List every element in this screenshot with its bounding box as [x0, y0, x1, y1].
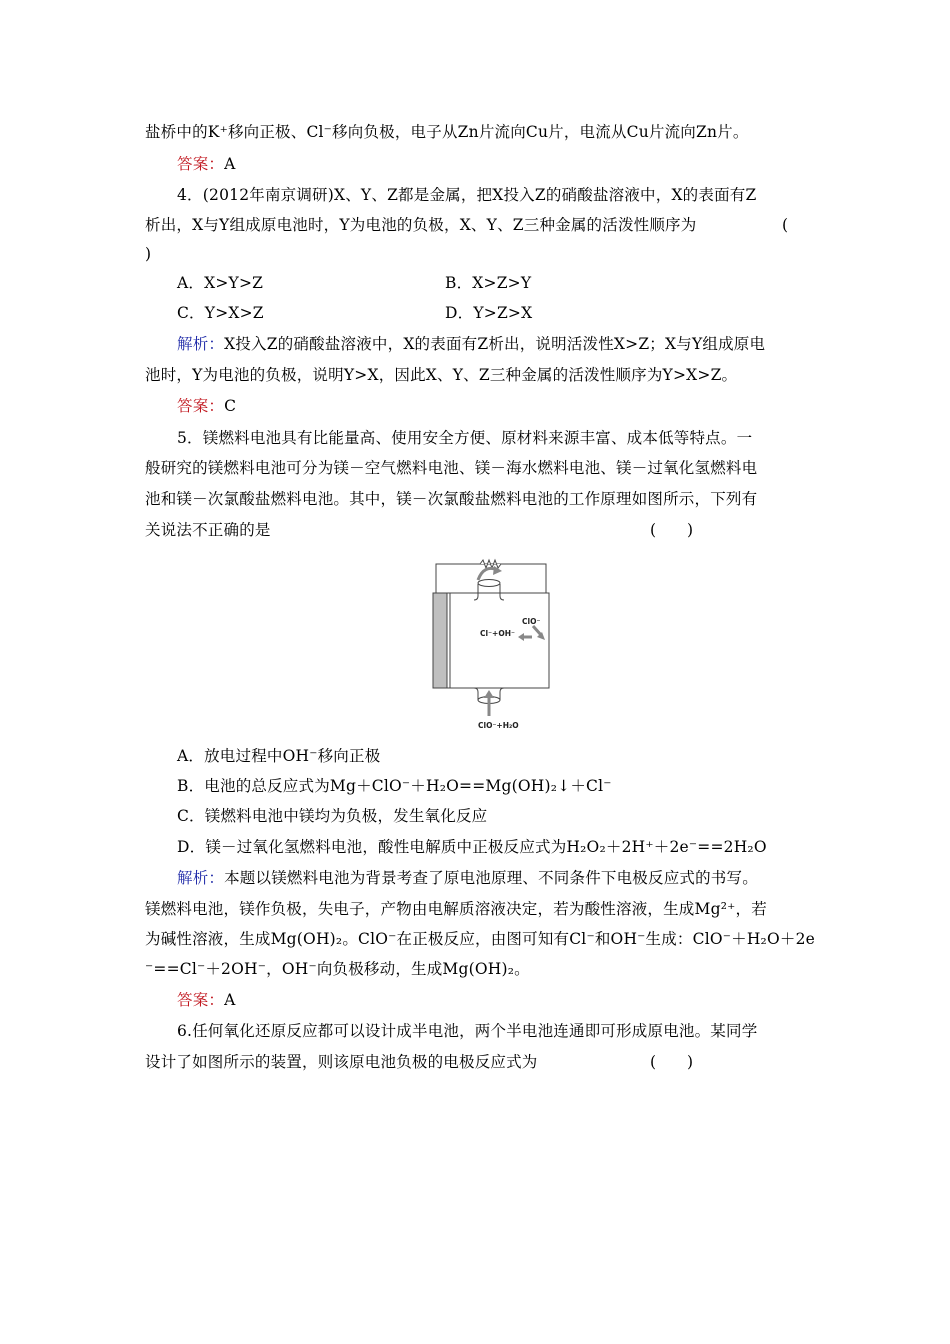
explanation-5-line-1 [177, 867, 758, 889]
explanation-text: 本题以镁燃料电池为背景考查了原电池原理、不同条件下电极反应式的书写。 [224, 869, 758, 887]
inlet-arrowhead-icon [484, 690, 494, 698]
explanation-5-line-3: 为碱性溶液，生成Mg(OH)₂。ClO⁻在正极反应，由图可知有Cl⁻和OH⁻生成：ClO⁻＋H₂O＋2e [145, 930, 816, 948]
text-line-1: 盐桥中的K⁺移向正极、Cl⁻移向负极，电子从Zn片流向Cu片，电流从Cu片流向Zn片。 [145, 123, 749, 141]
outlet-opening [478, 580, 500, 587]
question-6-paren: ( ) [650, 1053, 694, 1071]
answer-value: C [224, 397, 237, 415]
q4-option-a: A．X>Y>Z [177, 274, 264, 292]
answer-label: 答案： [177, 991, 225, 1009]
label-cl-oh: Cl⁻+OH⁻ [480, 629, 515, 638]
fuel-cell-diagram [428, 556, 553, 734]
question-4-paren-open: ( [782, 216, 789, 234]
question-6-line-2: 设计了如图所示的装置，则该原电池负极的电极反应式为 [145, 1053, 538, 1071]
question-4-line-1: 4．(2012年南京调研)X、Y、Z都是金属，把X投入Z的硝酸盐溶液中，X的表面有Z [177, 186, 757, 204]
question-5-line-1: 5．镁燃料电池具有比能量高、使用安全方便、原材料来源丰富、成本低等特点。一 [177, 429, 753, 447]
q5-option-d: D．镁－过氧化氢燃料电池，酸性电解质中正极反应式为H₂O₂＋2H⁺＋2e⁻==2H₂O [177, 838, 767, 856]
explanation-label: 解析： [177, 335, 225, 353]
inlet-neck-right [500, 688, 504, 700]
answer-label: 答案： [177, 397, 225, 415]
answer-4 [177, 395, 236, 417]
q5-option-b: B．电池的总反应式为Mg＋ClO⁻＋H₂O==Mg(OH)₂↓＋Cl⁻ [177, 777, 612, 795]
answer-label: 答案： [177, 155, 225, 173]
explanation-label: 解析： [177, 869, 225, 887]
question-5-paren: ( ) [650, 521, 694, 539]
explanation-4-line-2: 池时，Y为电池的负极，说明Y>X，因此X、Y、Z三种金属的活泼性顺序为Y>X>Z。 [145, 366, 738, 384]
label-clo-h2o: ClO⁻+H₂O [478, 721, 519, 730]
answer-value: A [224, 991, 236, 1009]
answer-value: A [224, 155, 236, 173]
explanation-4-line-1 [177, 333, 765, 355]
question-5-line-4: 关说法不正确的是 [145, 521, 271, 539]
magnesium-electrode [433, 593, 447, 688]
question-5-line-3: 池和镁－次氯酸盐燃料电池。其中，镁－次氯酸盐燃料电池的工作原理如图所示，下列有 [145, 490, 758, 508]
explanation-5-line-2: 镁燃料电池，镁作负极，失电子，产物由电解质溶液决定，若为酸性溶液，生成Mg²⁺，若 [145, 900, 767, 918]
question-6-line-1: 6.任何氧化还原反应都可以设计成半电池，两个半电池连通即可形成原电池。某同学 [177, 1022, 758, 1040]
q5-option-c: C．镁燃料电池中镁均为负极，发生氧化反应 [177, 807, 488, 825]
label-clo: ClO⁻ [522, 617, 541, 626]
answer-3 [177, 153, 236, 175]
inlet-neck-left [474, 688, 478, 700]
explanation-5-line-4: ⁻==Cl⁻＋2OH⁻，OH⁻向负极移动，生成Mg(OH)₂。 [145, 960, 530, 978]
explanation-text: X投入Z的硝酸盐溶液中，X的表面有Z析出，说明活泼性X>Z；X与Y组成原电 [224, 335, 766, 353]
q4-option-d: D．Y>Z>X [445, 304, 533, 322]
question-5-line-2: 般研究的镁燃料电池可分为镁－空气燃料电池、镁－海水燃料电池、镁－过氧化氢燃料电 [145, 459, 758, 477]
q5-option-a: A．放电过程中OH⁻移向正极 [177, 747, 381, 765]
q4-option-c: C．Y>X>Z [177, 304, 264, 322]
resistor-icon [480, 560, 501, 568]
q4-option-b: B．X>Z>Y [445, 274, 532, 292]
question-4-paren-close: ) [145, 245, 152, 263]
answer-5 [177, 989, 236, 1011]
question-4-line-2: 析出，X与Y组成原电池时，Y为电池的负极，X、Y、Z三种金属的活泼性顺序为 [145, 216, 697, 234]
